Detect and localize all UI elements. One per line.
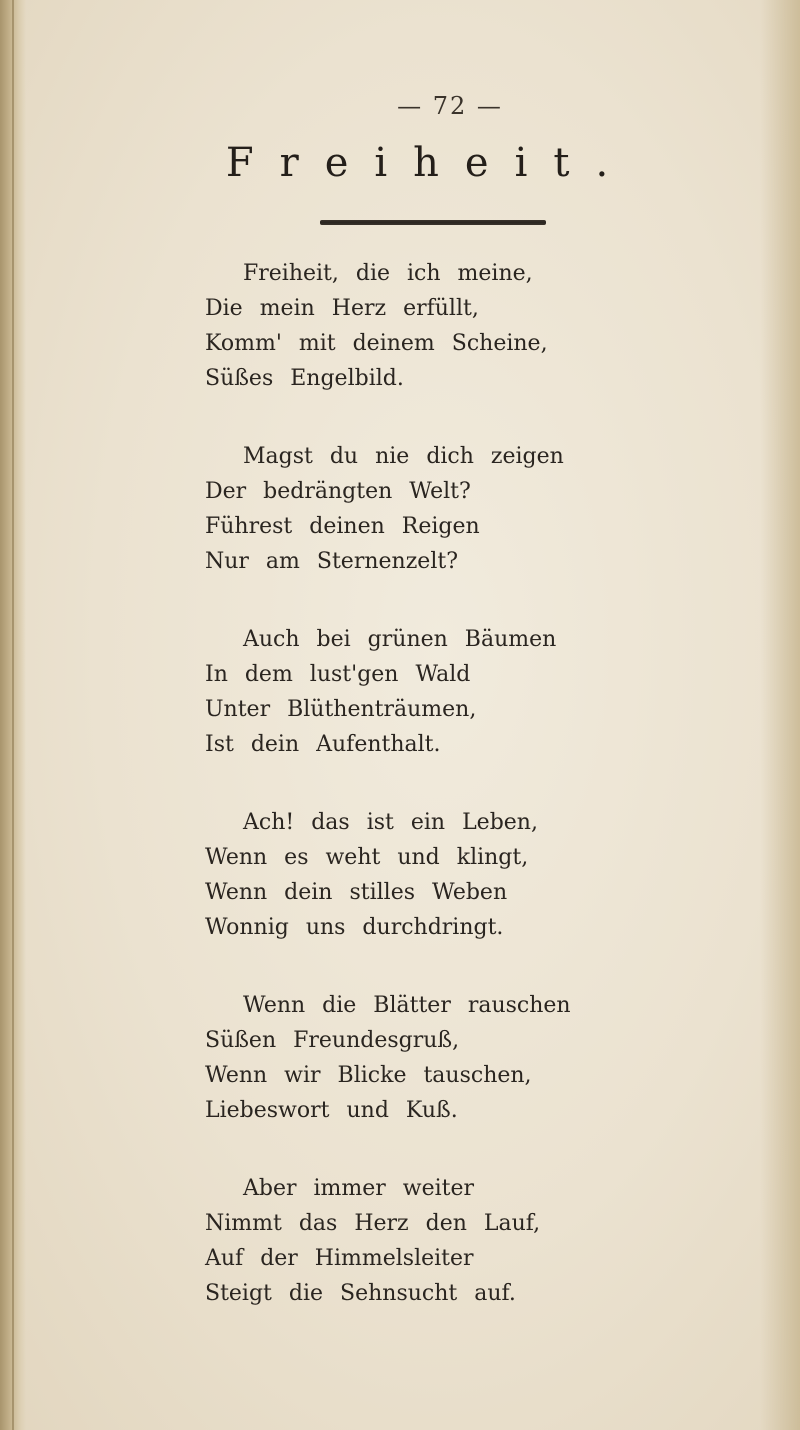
- page-edge-shadow: [760, 0, 800, 1430]
- poem-line: Wonnig uns durchdringt.: [205, 915, 504, 940]
- poem-line: Wenn wir Blicke tauschen,: [205, 1063, 532, 1088]
- stanza: [205, 622, 605, 762]
- poem-line: In dem lust'gen Wald: [205, 662, 471, 687]
- poem-line: Liebeswort und Kuß.: [205, 1098, 458, 1123]
- poem-title: Freiheit.: [225, 140, 635, 186]
- binding-line: [12, 0, 14, 1430]
- poem-line: Auf der Himmelsleiter: [205, 1246, 474, 1271]
- stanza: [205, 988, 605, 1128]
- stanza: [205, 805, 605, 945]
- stanza: [205, 1171, 605, 1311]
- poem-line: Magst du nie dich zeigen: [243, 444, 564, 469]
- poem-line: Freiheit, die ich meine,: [243, 261, 533, 286]
- poem-line: Aber immer weiter: [243, 1176, 475, 1201]
- poem-line: Wenn die Blätter rauschen: [243, 993, 571, 1018]
- poem-line: Ach! das ist ein Leben,: [243, 810, 538, 835]
- poem-line: Der bedrängten Welt?: [205, 479, 471, 504]
- poem-line: Süßen Freundesgruß,: [205, 1028, 460, 1053]
- poem-body: [205, 256, 605, 1354]
- poem-line: Nimmt das Herz den Lauf,: [205, 1211, 541, 1236]
- page-number: — 72 —: [397, 92, 503, 120]
- poem-line: Wenn dein stilles Weben: [205, 880, 508, 905]
- poem-line: Die mein Herz erfüllt,: [205, 296, 479, 321]
- poem-line: Unter Blüthenträumen,: [205, 697, 477, 722]
- poem-line: Wenn es weht und klingt,: [205, 845, 529, 870]
- poem-line: Auch bei grünen Bäumen: [243, 627, 557, 652]
- poem-line: Süßes Engelbild.: [205, 366, 404, 391]
- poem-line: Steigt die Sehnsucht auf.: [205, 1281, 516, 1306]
- poem-line: Führest deinen Reigen: [205, 514, 480, 539]
- stanza: [205, 256, 605, 396]
- poem-line: Nur am Sternenzelt?: [205, 549, 458, 574]
- stanza: [205, 439, 605, 579]
- title-divider: [320, 220, 546, 225]
- poem-line: Ist dein Aufenthalt.: [205, 732, 441, 757]
- poem-line: Komm' mit deinem Scheine,: [205, 331, 548, 356]
